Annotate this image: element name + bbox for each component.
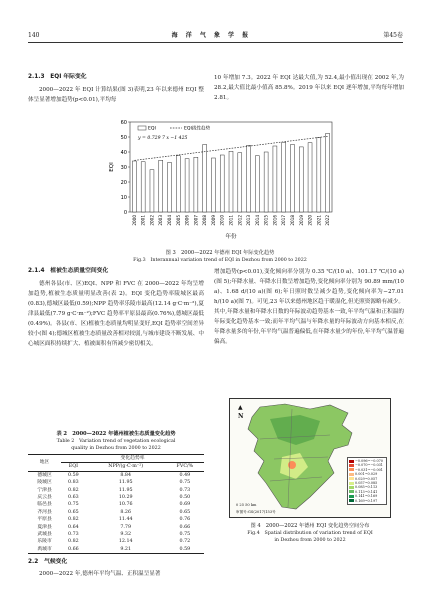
cell-region: 乐陵市 bbox=[37, 539, 52, 545]
x-tick-label: 2001 bbox=[140, 215, 146, 226]
y-tick-label: 0 bbox=[123, 209, 127, 216]
y-tick-label: 10 bbox=[120, 194, 127, 201]
legend-line-label: EQI线性趋势 bbox=[184, 126, 211, 132]
cell-region: 夏津县 bbox=[37, 524, 52, 530]
bar bbox=[308, 143, 312, 212]
page-number: 140 bbox=[28, 32, 40, 39]
figure-4 bbox=[229, 398, 391, 544]
x-tick-label: 2009 bbox=[210, 215, 216, 226]
legend-swatch bbox=[349, 473, 354, 476]
bar bbox=[150, 170, 154, 212]
paragraph: 10 年增加 7.3。2022 年 EQI 达最大值,为 52.4,最小值出现在 2002 年,为 28.2,最大值比最小值高 85.8%。2019 年以来 EQI 逐年增加,平均每年增加 2.81。 bbox=[214, 75, 404, 101]
x-tick-label: 2007 bbox=[193, 215, 199, 226]
map-legend bbox=[347, 457, 387, 505]
bar bbox=[255, 156, 259, 212]
legend-swatch bbox=[349, 468, 354, 471]
caption-cn: 表 2 2000—2022 年德州植被生态质量变化趋势 bbox=[56, 431, 176, 437]
y-axis-label: EQI bbox=[109, 162, 115, 172]
legend-label: 0.001~0.029 bbox=[355, 472, 378, 477]
right-top-text bbox=[214, 73, 404, 103]
eqi-bar-chart bbox=[100, 114, 340, 242]
table-row bbox=[28, 487, 204, 494]
legend-label: 0.113~0.141 bbox=[355, 489, 378, 494]
cell-fvc: 0.59 bbox=[179, 546, 191, 552]
cell-fvc: 0.75 bbox=[179, 532, 191, 538]
legend-swatch bbox=[349, 495, 354, 498]
map-note: 审图号:GS(2017)153号 bbox=[236, 509, 276, 514]
cell-npp: 10.76 bbox=[118, 502, 133, 508]
bar bbox=[273, 146, 277, 212]
cell-npp: 7.79 bbox=[120, 524, 132, 530]
x-tick-label: 2005 bbox=[175, 215, 181, 226]
trend-table bbox=[28, 454, 204, 554]
cell-npp: 8.84 bbox=[120, 472, 132, 478]
map-frame bbox=[229, 398, 391, 518]
bar bbox=[194, 157, 198, 212]
x-axis-label: 年份 bbox=[225, 234, 237, 240]
cell-fvc: 0.49 bbox=[179, 472, 191, 478]
legend-label: −0.096~−0.070 bbox=[355, 458, 383, 463]
cell-fvc: 0.73 bbox=[179, 487, 191, 493]
bar bbox=[203, 145, 207, 213]
cell-eqi: 0.82 bbox=[68, 539, 79, 545]
head-fvc: FVC/% bbox=[176, 464, 194, 470]
table-row bbox=[28, 471, 204, 479]
right-mid-text bbox=[214, 267, 404, 347]
legend-label: 0.169~0.197 bbox=[355, 498, 378, 503]
bar bbox=[229, 151, 233, 212]
bar bbox=[282, 142, 286, 212]
bar bbox=[264, 152, 268, 212]
cell-eqi: 0.65 bbox=[68, 509, 79, 515]
table-2 bbox=[28, 430, 204, 554]
bar bbox=[141, 162, 145, 212]
x-tick-label: 2019 bbox=[298, 215, 304, 226]
table-row bbox=[28, 546, 204, 554]
x-tick-label: 2003 bbox=[158, 215, 164, 226]
legend-label: 0.085~0.113 bbox=[355, 485, 378, 490]
cell-npp: 9.32 bbox=[120, 532, 132, 538]
table-row bbox=[28, 516, 204, 523]
section-2-1-4 bbox=[28, 267, 204, 349]
cell-eqi: 0.66 bbox=[68, 546, 79, 552]
legend-swatch bbox=[349, 490, 354, 493]
y-tick-label: 40 bbox=[120, 149, 127, 156]
caption-en-1: Table 2 Variation trend of vegetation ecological bbox=[56, 439, 176, 444]
bar bbox=[220, 155, 224, 212]
paragraph: 德州各县(市、区)EQI、NPP 和 FVC 在 2000—2022 年均呈增加趋势,植被生态质量明显改善(表 2)。EQI 变化趋势率陵城区最高(0.83),德城区最低(0.59);NPP 趋势率乐陵市最高(12.14 g·C·m⁻²),夏津县最低(7.79 g·C·m⁻²);FVC 趋势率平原县最高(0.76%),德城区最低(0.49%)。各县(市、区)植被生态质量均明显变好,EQI 趋势率空间差异较小(图 4);德城区植被生态质量改善相对较弱,与城市建设不断发展、中心城区面积持续扩大、植被面积有所减少密切相关。 bbox=[28, 280, 204, 347]
x-tick-label: 2018 bbox=[289, 215, 295, 226]
city-core-spot bbox=[288, 461, 296, 469]
y-tick-label: 20 bbox=[120, 179, 127, 186]
bar bbox=[317, 138, 321, 212]
cell-npp: 11.44 bbox=[118, 517, 133, 523]
figure-4-caption bbox=[229, 522, 391, 544]
bar bbox=[132, 161, 136, 212]
cell-region: 禹城市 bbox=[37, 546, 52, 552]
x-tick-label: 2022 bbox=[325, 215, 331, 226]
cell-npp: 11.95 bbox=[118, 487, 133, 493]
table-caption bbox=[28, 430, 204, 452]
legend-label: 0.141~0.169 bbox=[355, 494, 378, 499]
paragraph: 2000—2022 年,德州年平均气温、正积温呈显著 bbox=[39, 570, 161, 577]
legend-swatch bbox=[349, 482, 354, 485]
section-title: 2.1.4 植被生态质量空间变化 bbox=[28, 268, 109, 274]
legend-bar-label: EQI bbox=[148, 126, 156, 132]
legend-label: 0.057~0.085 bbox=[355, 480, 378, 485]
y-tick-label: 60 bbox=[120, 119, 127, 126]
cell-region: 齐河县 bbox=[37, 509, 52, 515]
bar bbox=[326, 133, 330, 212]
cell-eqi: 0.64 bbox=[68, 524, 79, 530]
y-tick-label: 30 bbox=[120, 164, 127, 171]
cell-fvc: 0.75 bbox=[179, 480, 191, 486]
cell-eqi: 0.82 bbox=[68, 487, 79, 493]
x-tick-label: 2015 bbox=[263, 215, 269, 226]
head-npp: NPP/(g·C·m⁻²) bbox=[108, 464, 144, 470]
figure-3 bbox=[100, 114, 340, 264]
volume-label: 第45卷 bbox=[383, 32, 403, 39]
cell-npp: 8.26 bbox=[120, 509, 132, 515]
cell-fvc: 0.50 bbox=[179, 495, 191, 501]
bar bbox=[168, 163, 172, 213]
table-row bbox=[28, 501, 204, 508]
table-row bbox=[28, 524, 204, 531]
bar bbox=[291, 145, 295, 213]
x-tick-label: 2012 bbox=[237, 215, 243, 226]
legend-label: 0.029~0.057 bbox=[355, 476, 378, 481]
cell-fvc: 0.72 bbox=[179, 539, 191, 545]
legend-label: −0.031~−0.001 bbox=[355, 467, 383, 472]
journal-title: 海 洋 气 象 学 报 bbox=[171, 32, 252, 39]
x-tick-label: 2010 bbox=[219, 215, 225, 226]
paragraph: 2000—2022 年 EQI 计算结果(图 3)表明,23 年以来德州 EQI 整体呈显著增加趋势(p<0.01),平均每 bbox=[28, 86, 204, 103]
cell-region: 庆云县 bbox=[37, 495, 52, 501]
legend-swatch bbox=[349, 460, 354, 463]
section-title: 2.2 气候变化 bbox=[28, 559, 68, 565]
cell-fvc: 0.65 bbox=[179, 509, 191, 515]
cell-fvc: 0.66 bbox=[179, 524, 191, 530]
bar bbox=[176, 156, 180, 212]
x-tick-label: 2017 bbox=[281, 215, 287, 226]
cell-npp: 9.21 bbox=[120, 546, 132, 552]
legend-label: −0.070~−0.031 bbox=[355, 463, 383, 468]
legend-swatch bbox=[349, 486, 354, 489]
cell-npp: 11.95 bbox=[118, 480, 133, 486]
paragraph: 增加趋势(p<0.01),变化倾向率分别为 0.35 ℃/(10 a)、101.17 ℃/(10 a)(图 5);年降水量、年降水日数呈增加趋势,变化倾向率分别为 90.89 mm/(10 a)、1.68 d/(10 a)(图 6);年日照时数呈减少趋势,变化倾向率为−27.01 h/(10 a)(图 7)。可见,23 年以来德州地区趋于暖湿化,但光照资源略有减少。其中,年降水量和年降水日数的年际波动趋势基本一致,年平均气温和正积温的年际变化趋势基本一致;而年平均气温与年降水量的年际波动方向基本相反,在年降水量多的年份,年平均气温普遍偏低,在年降水量少的年份,年平均气温普遍偏高。 bbox=[214, 269, 404, 345]
cell-fvc: 0.69 bbox=[179, 502, 191, 508]
cell-region: 武城县 bbox=[37, 532, 52, 538]
x-tick-label: 2020 bbox=[307, 215, 313, 226]
table-row bbox=[28, 538, 204, 545]
cell-eqi: 0.73 bbox=[68, 532, 79, 538]
head-region: 地区 bbox=[28, 455, 61, 472]
figure-3-caption bbox=[100, 249, 340, 264]
x-tick-label: 2008 bbox=[202, 215, 208, 226]
bar bbox=[299, 147, 303, 212]
legend-swatch bbox=[349, 499, 354, 502]
legend-swatch bbox=[349, 464, 354, 467]
cell-npp: 12.14 bbox=[118, 539, 133, 545]
section-title: 2.1.3 EQI 年际变化 bbox=[28, 74, 87, 80]
caption-cn: 图 4 2000—2022 年德州 EQI 变化趋势空间分布 bbox=[250, 523, 370, 529]
bar bbox=[247, 145, 251, 212]
head-group: 变化趋势率 bbox=[61, 455, 204, 463]
caption-cn: 图 3 2000—2022 年德州 EQI 年际变化趋势 bbox=[165, 250, 275, 256]
x-tick-label: 2011 bbox=[228, 215, 234, 226]
page-header bbox=[28, 31, 403, 43]
cell-fvc: 0.76 bbox=[179, 517, 191, 523]
cell-eqi: 0.75 bbox=[68, 502, 79, 508]
caption-en: Fig.3 Interannual variation trend of EQI in Dezhou from 2000 to 2022 bbox=[133, 258, 307, 263]
x-tick-label: 2021 bbox=[316, 215, 322, 226]
x-tick-label: 2004 bbox=[167, 215, 173, 226]
table-row bbox=[28, 531, 204, 538]
trend-equation: y = 0.729 7 x −1 425 bbox=[138, 136, 188, 141]
x-tick-label: 2013 bbox=[246, 215, 252, 226]
x-tick-label: 2016 bbox=[272, 215, 278, 226]
legend-swatch bbox=[349, 477, 354, 480]
cell-region: 陵城区 bbox=[37, 480, 52, 486]
table-row bbox=[28, 494, 204, 501]
bar bbox=[185, 159, 189, 212]
cell-eqi: 0.59 bbox=[68, 472, 79, 478]
legend-bar-swatch bbox=[138, 126, 146, 130]
caption-en-2: quality in Dezhou from 2000 to 2022 bbox=[71, 446, 161, 451]
x-tick-label: 2000 bbox=[131, 215, 137, 226]
legend-entry bbox=[349, 499, 385, 503]
north-arrow: ▲ N bbox=[238, 404, 244, 420]
y-tick-label: 50 bbox=[120, 134, 127, 141]
section-2-1-3 bbox=[28, 73, 204, 105]
caption-en-2: in Dezhou from 2000 to 2022 bbox=[274, 538, 346, 543]
table-row bbox=[28, 509, 204, 516]
bar bbox=[159, 160, 163, 212]
cell-eqi: 0.82 bbox=[68, 517, 79, 523]
table-body bbox=[28, 471, 204, 553]
table-row bbox=[28, 479, 204, 486]
caption-en-1: Fig.4 Spatial distribution of variation trend of EQI bbox=[247, 531, 373, 536]
cell-eqi: 0.63 bbox=[68, 495, 79, 501]
cell-eqi: 0.83 bbox=[68, 480, 79, 486]
head-eqi: EQI bbox=[68, 464, 79, 470]
x-tick-label: 2014 bbox=[254, 215, 260, 226]
bar bbox=[211, 158, 215, 212]
cell-npp: 10.29 bbox=[118, 495, 133, 501]
x-tick-label: 2006 bbox=[184, 215, 190, 226]
section-2-2 bbox=[28, 558, 204, 579]
x-tick-label: 2002 bbox=[149, 215, 155, 226]
scale-bar: 0 25 50 km bbox=[236, 502, 257, 507]
cell-region: 宁津县 bbox=[37, 487, 52, 493]
bar bbox=[238, 153, 242, 212]
cell-region: 德城区 bbox=[37, 472, 52, 478]
cell-region: 平原县 bbox=[37, 517, 52, 523]
cell-region: 临邑县 bbox=[37, 502, 52, 508]
